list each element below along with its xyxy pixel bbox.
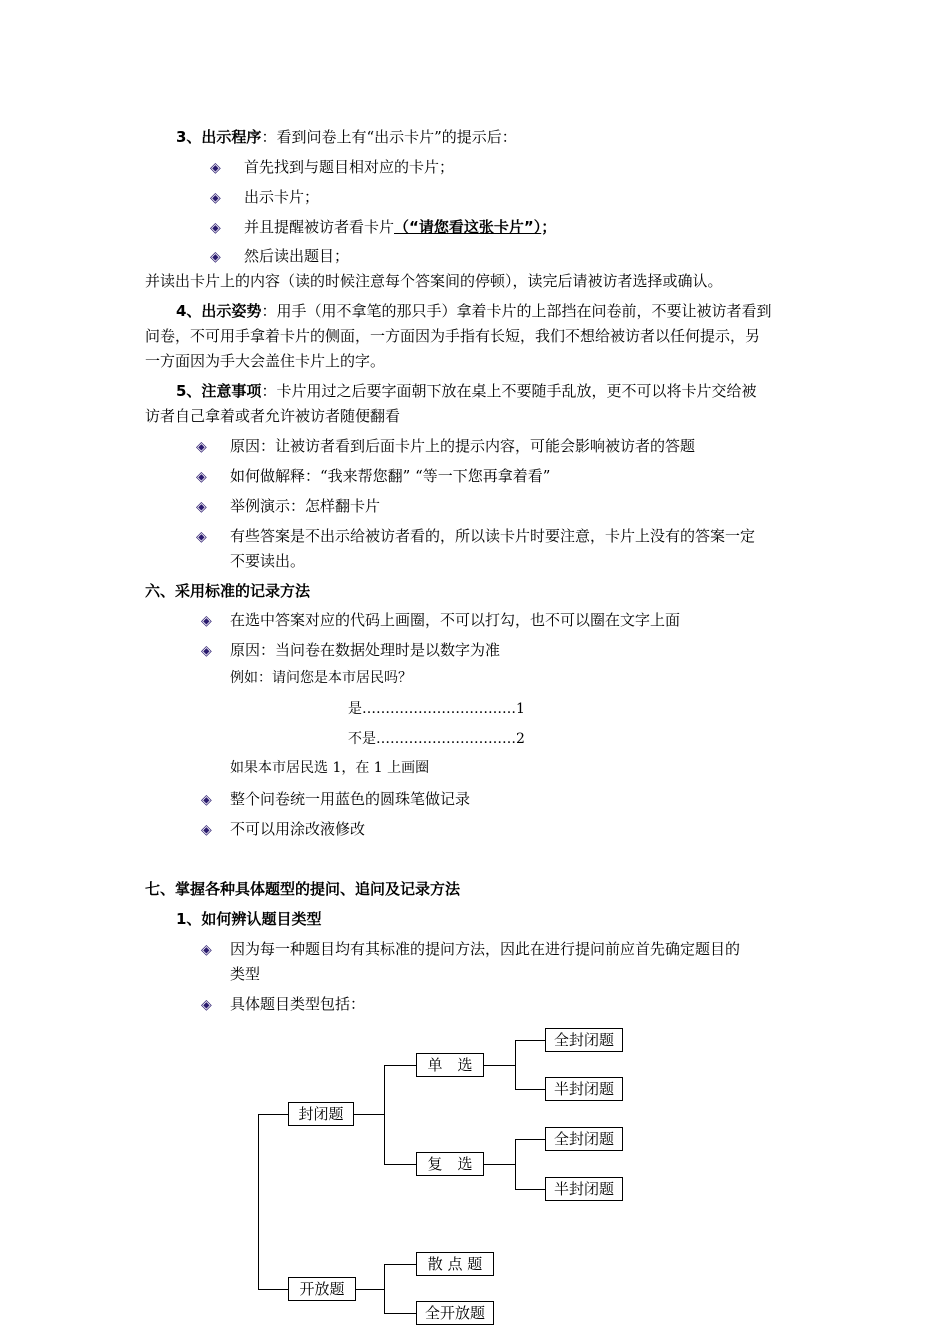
connector (515, 1139, 545, 1140)
list-item: ◈ 不可以用涂改液修改 (201, 820, 366, 838)
list-item: ◈ 举例演示：怎样翻卡片 (196, 497, 381, 515)
paragraph-line: 一方面因为手大会盖住卡片上的字。 (145, 352, 386, 370)
example-question: 例如：请问您是本市居民吗？ (230, 670, 412, 686)
connector (484, 1065, 515, 1066)
node-full-closed-2: 全封闭题 (545, 1127, 623, 1151)
paragraph-line: 访者自己拿着或者允许被访者随便翻看 (145, 407, 401, 425)
diamond-bullet-icon: ◈ (196, 499, 207, 515)
connector (356, 1289, 384, 1290)
connector (258, 1114, 288, 1115)
connector (384, 1313, 416, 1314)
connector (384, 1164, 416, 1165)
list-item: ◈ 具体题目类型包括： (201, 995, 366, 1013)
section-title: 七、掌握各种具体题型的提问、追问及记录方法 (145, 880, 461, 898)
connector (484, 1164, 515, 1165)
connector (515, 1189, 545, 1190)
s4-num: 4、出示姿势 (176, 302, 262, 320)
node-single: 单 选 (416, 1053, 484, 1077)
s5-num: 5、注意事项 (176, 382, 262, 400)
s3-heading (176, 128, 517, 146)
connector (384, 1065, 385, 1164)
diamond-bullet-icon: ◈ (201, 643, 212, 659)
paragraph-line: 问卷，不可用手拿着卡片的侧面，一方面因为手指有长短，我们不想给被访者以任何提示，另 (145, 327, 761, 345)
diamond-bullet-icon: ◈ (196, 529, 207, 545)
node-half-closed-2: 半封闭题 (545, 1177, 623, 1201)
s3-num: 3、出示程序 (176, 128, 262, 146)
list-item: ◈ 并且提醒被访者看卡片（“请您看这张卡片”）； (210, 218, 557, 236)
s5-line1: 5、注意事项：卡片用过之后要字面朝下放在桌上不要随手乱放，更不可以将卡片交给被 (176, 382, 757, 400)
connector (384, 1264, 416, 1265)
subsection-title: 1、如何辨认题目类型 (176, 910, 322, 928)
diamond-bullet-icon: ◈ (210, 190, 221, 206)
diamond-bullet-icon: ◈ (201, 997, 212, 1013)
node-half-closed-1: 半封闭题 (545, 1077, 623, 1101)
connector (515, 1139, 516, 1189)
diamond-bullet-icon: ◈ (210, 249, 221, 265)
list-item: ◈ 整个问卷统一用蓝色的圆珠笔做记录 (201, 790, 471, 808)
example-answer-yes: 是……………………………1 (348, 701, 525, 717)
diamond-bullet-icon: ◈ (201, 822, 212, 838)
list-item: ◈ 原因：让被访者看到后面卡片上的提示内容，可能会影响被访者的答题 (196, 437, 696, 455)
example-answer-no: 不是…………………………2 (348, 731, 525, 747)
connector (384, 1065, 416, 1066)
diamond-bullet-icon: ◈ (196, 469, 207, 485)
list-item: ◈ 有些答案是不出示给被访者看的，所以读卡片时要注意，卡片上没有的答案一定 (196, 527, 756, 545)
connector (258, 1289, 288, 1290)
connector (515, 1089, 545, 1090)
diamond-bullet-icon: ◈ (210, 160, 221, 176)
connector (258, 1114, 259, 1289)
node-full-closed-1: 全封闭题 (545, 1028, 623, 1052)
list-item: ◈ 原因：当问卷在数据处理时是以数字为准 (201, 641, 501, 659)
list-item: ◈ 在选中答案对应的代码上画圈，不可以打勾，也不可以圈在文字上面 (201, 611, 681, 629)
list-item: ◈ 因为每一种题目均有其标准的提问方法，因此在进行提问前应首先确定题目的 (201, 940, 741, 958)
diamond-bullet-icon: ◈ (201, 942, 212, 958)
diamond-bullet-icon: ◈ (210, 220, 221, 236)
list-item-continued: 不要读出。 (230, 552, 306, 570)
connector (354, 1114, 384, 1115)
diamond-bullet-icon: ◈ (196, 439, 207, 455)
node-full-open: 全开放题 (416, 1301, 494, 1325)
connector (384, 1264, 385, 1313)
list-item: ◈ 如何做解释：“我来帮您翻” “等一下您再拿着看” (196, 467, 551, 485)
list-item: ◈ 首先找到与题目相对应的卡片； (210, 158, 455, 176)
list-item: ◈ 然后读出题目； (210, 247, 350, 265)
s4-line1: 4、出示姿势：用手（用不拿笔的那只手）拿着卡片的上部挡在问卷前，不要让被访者看到 (176, 302, 772, 320)
connector (515, 1040, 545, 1041)
diamond-bullet-icon: ◈ (201, 792, 212, 808)
s3-text: ：看到问卷上有“出示卡片”的提示后： (261, 128, 517, 146)
node-closed: 封闭题 (288, 1102, 354, 1126)
example-note: 如果本市居民选 1，在 1 上画圈 (230, 760, 430, 776)
connector (515, 1040, 516, 1089)
list-item-continued: 类型 (230, 965, 261, 983)
node-open: 开放题 (288, 1277, 356, 1301)
node-scatter: 散 点 题 (416, 1252, 494, 1276)
node-multi: 复 选 (416, 1152, 484, 1176)
section-title: 六、采用标准的记录方法 (145, 582, 311, 600)
diamond-bullet-icon: ◈ (201, 613, 212, 629)
quote-emphasis: （“请您看这张卡片”） (394, 218, 542, 236)
paragraph-line: 并读出卡片上的内容（读的时候注意每个答案间的停顿），读完后请被访者选择或确认。 (145, 272, 723, 290)
list-item: ◈ 出示卡片； (210, 188, 320, 206)
